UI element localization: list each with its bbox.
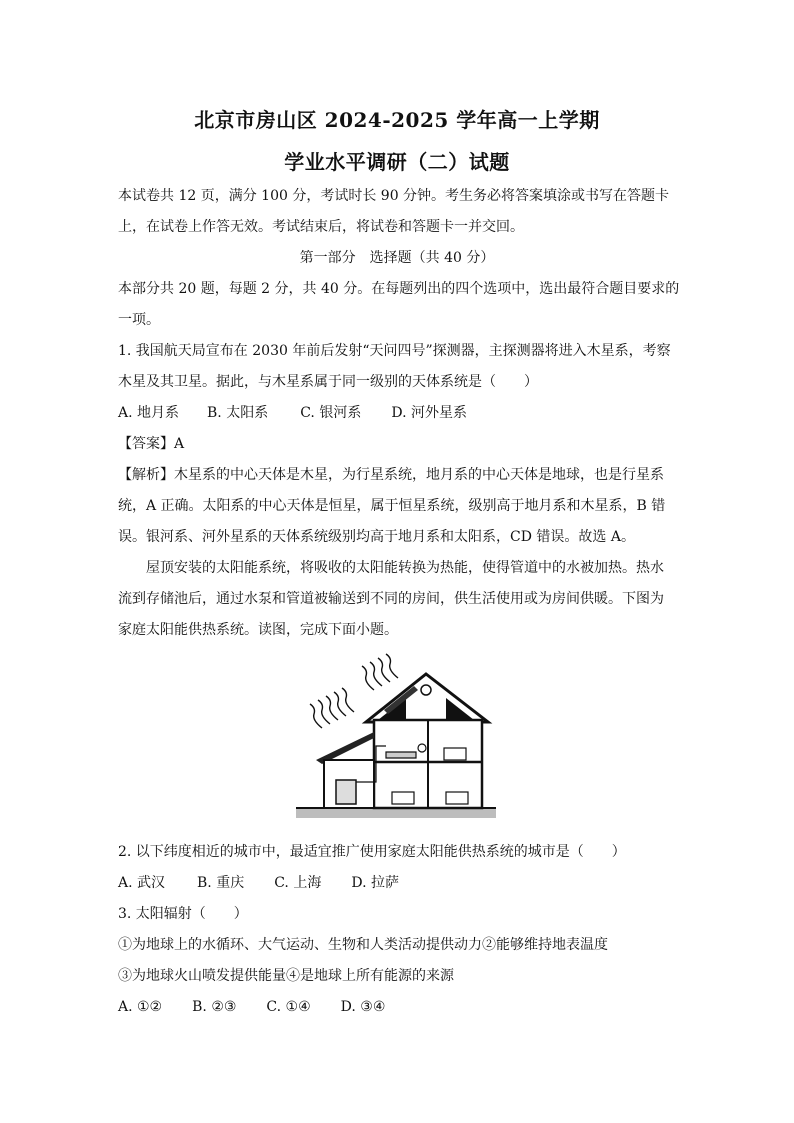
analysis-label: 【解析】 [118,467,174,483]
q2-option-d: D. 拉萨 [351,875,399,891]
solar-house-figure [296,652,496,822]
q1-option-d: D. 河外星系 [391,405,467,421]
q1-answer: 【答案】A [118,436,185,452]
q2-options [118,874,678,892]
attic-window [421,685,431,695]
passage-line2: 流到存储池后，通过水泵和管道被输送到不同的房间，供生活使用或为房间供暖。下图为 [118,591,664,607]
sun-rays-top [362,654,398,690]
intro-line1: 本试卷共 12 页，满分 100 分，考试时长 90 分钟。考生务必将答案填涂或书写在答题卡 [118,188,670,204]
q3-stem: 3. 太阳辐射（ ） [118,906,248,922]
passage-line1: 屋顶安装的太阳能系统，将吸收的太阳能转换为热能，使得管道中的水被加热。热水 [118,560,664,576]
analysis-text-1: 木星系的中心天体是木星，为行星系统，地月系的中心天体是地球，也是行星系 [174,467,664,483]
q1-option-b: B. 太阳系 [207,405,269,421]
bathtub [386,752,416,758]
q3-options [118,998,678,1016]
q3-option-b: B. ②③ [192,999,237,1015]
q1-analysis-line3: 误。银河系、河外星系的天体系统级别均高于地月系和太阳系，CD 错误。故选 A。 [118,529,635,545]
main-roof [366,674,488,722]
q3-statements-line2: ③为地球火山喷发提供能量④是地球上所有能源的来源 [118,968,454,984]
q2-stem: 2. 以下纬度相近的城市中，最适宜推广使用家庭太阳能供热系统的城市是（ ） [118,844,626,860]
q1-stem-line1: 1. 我国航天局宣布在 2030 年前后发射“天问四号”探测器，主探测器将进入木星系，考察 [118,343,671,359]
ground [296,808,496,818]
q3-statements-line1: ①为地球上的水循环、大气运动、生物和人类活动提供动力②能够维持地表温度 [118,937,608,953]
q2-option-c: C. 上海 [274,875,322,891]
exam-title-line2: 学业水平调研（二）试题 [284,150,510,174]
sun-rays-left [310,688,354,728]
q3-option-a: A. ①② [118,999,163,1015]
section-desc-line2: 一项。 [118,312,160,328]
q2-option-b: B. 重庆 [197,875,245,891]
q1-analysis-line2: 统，A 正确。太阳系的中心天体是恒星，属于恒星系统，级别高于地月系和木星系，B 错 [118,498,666,514]
q3-option-d: D. ③④ [340,999,386,1015]
q2-option-a: A. 武汉 [118,875,166,891]
section-desc-line1: 本部分共 20 题，每题 2 分，共 40 分。在每题列出的四个选项中，选出最符合题目要求的 [118,281,680,297]
q1-option-c: C. 银河系 [300,405,362,421]
q1-stem-line2: 木星及其卫星。据此，与木星系属于同一级别的天体系统是（ ） [118,374,538,390]
storage-tank [336,780,356,804]
q1-option-a: A. 地月系 [118,405,180,421]
intro-line2: 上，在试卷上作答无效。考试结束后，将试卷和答题卡一并交回。 [118,219,524,235]
q3-option-c: C. ①④ [266,999,311,1015]
q1-analysis-line1 [118,466,678,484]
passage-line3: 家庭太阳能供热系统。读图，完成下面小题。 [118,622,398,638]
q1-options [118,404,678,422]
section-title: 第一部分 选择题（共 40 分） [299,250,495,266]
exam-title-line1: 北京市房山区 2024-2025 学年高一上学期 [194,108,600,132]
